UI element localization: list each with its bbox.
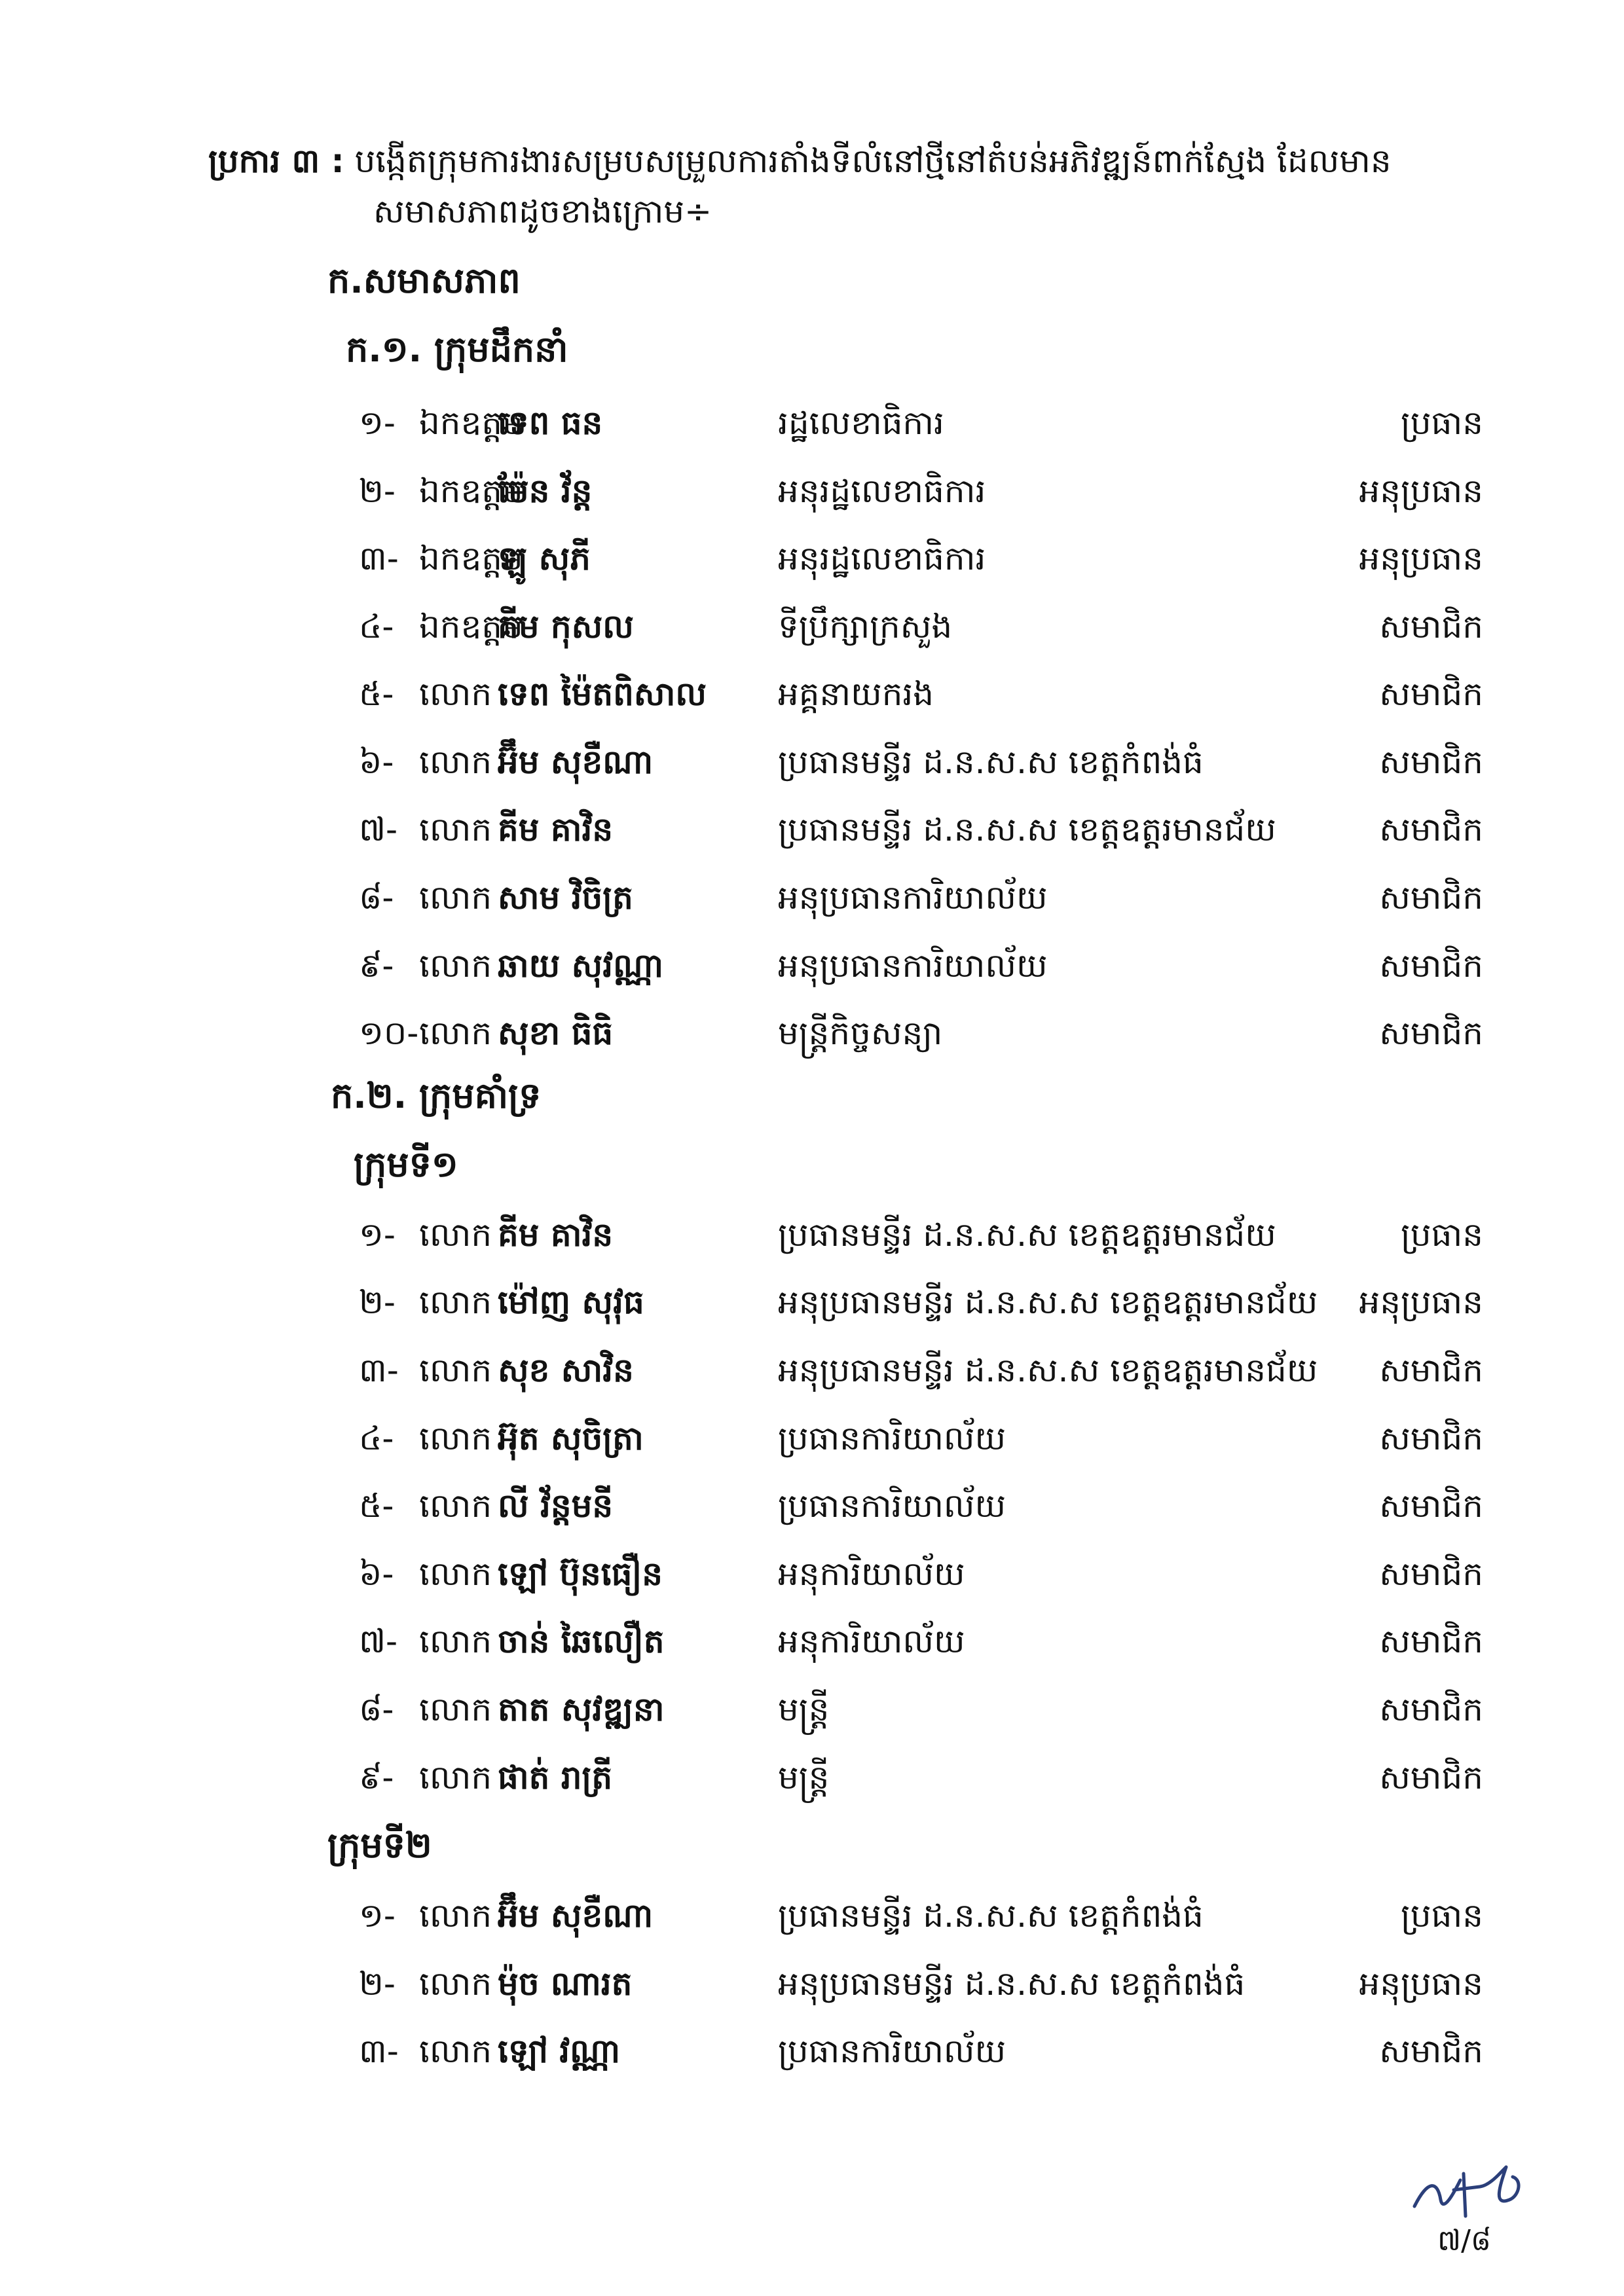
member-number: ៦- — [359, 1555, 394, 1593]
member-title: លោក — [419, 1487, 492, 1525]
member-role: ប្រធាន — [1401, 1897, 1483, 1935]
member-row — [0, 471, 1624, 536]
member-name: លី វ័ន្តមនី — [498, 1487, 614, 1525]
member-name: ម៉ៅញ សុវុធ — [498, 1283, 644, 1321]
member-row — [0, 1485, 1624, 1551]
member-position: អនុរដ្ឋលេខាធិការ — [778, 472, 986, 510]
member-number: ១- — [359, 404, 396, 442]
member-row — [0, 403, 1624, 468]
member-name: អ៊ឹម សុខឺណា — [498, 743, 654, 781]
member-role: ប្រធាន — [1401, 1216, 1483, 1254]
member-title: លោក — [419, 1351, 492, 1389]
member-position: ប្រធានការិយាល័យ — [778, 1419, 1006, 1457]
member-role: សមាជិក — [1379, 1487, 1483, 1525]
member-position: ប្រធានមន្ទីរ ដ.ន.ស.ស ខេត្តឧត្តរមានជ័យ — [778, 1216, 1276, 1254]
member-role: សមាជិក — [1379, 1758, 1483, 1796]
member-number: ៣- — [359, 539, 399, 577]
member-name: សាម វិចិត្រ — [498, 879, 633, 917]
member-role: សមាជិក — [1379, 1690, 1483, 1728]
member-number: ៤- — [359, 608, 394, 646]
member-position: ប្រធានមន្ទីរ ដ.ន.ស.ស ខេត្តកំពង់ធំ — [778, 743, 1204, 781]
member-row — [0, 674, 1624, 739]
member-role: សមាជិក — [1379, 608, 1483, 646]
member-title: ឯកឧត្តម — [419, 472, 523, 510]
page-number: ៧/៨ — [1437, 2224, 1492, 2257]
member-position: មន្ត្រី — [778, 1758, 830, 1796]
initials-signature — [1401, 2154, 1532, 2226]
member-position: អនុការិយាល័យ — [778, 1622, 965, 1660]
member-number: ២- — [359, 472, 396, 510]
member-role: សមាជិក — [1379, 1351, 1483, 1389]
member-title: លោក — [419, 1758, 492, 1796]
member-title: លោក — [419, 1283, 492, 1321]
member-title: លោក — [419, 1897, 492, 1935]
member-position: ប្រធានការិយាល័យ — [778, 2032, 1006, 2070]
member-number: ២- — [359, 1283, 396, 1321]
member-role: សមាជិក — [1379, 811, 1483, 848]
member-number: ១- — [359, 1216, 396, 1254]
member-name: គីម គាវិន — [498, 1216, 614, 1254]
member-name: ឡៅ វណ្ណា — [498, 2032, 621, 2070]
member-name: តាត សុវឌ្ឍនា — [498, 1690, 665, 1728]
member-position: អនុប្រធានមន្ទីរ ដ.ន.ស.ស ខេត្តកំពង់ធំ — [778, 1965, 1246, 2003]
member-row — [0, 1013, 1624, 1078]
member-name: ឡៅ ប៊ុនធឿន — [498, 1555, 663, 1593]
member-name: ទេព ធន — [498, 404, 603, 442]
member-title: លោក — [419, 1419, 492, 1457]
member-role: សមាជិក — [1379, 879, 1483, 917]
member-title: លោក — [419, 1014, 492, 1052]
member-role: សមាជិក — [1379, 1555, 1483, 1593]
member-row — [0, 877, 1624, 943]
member-row — [0, 1895, 1624, 1961]
member-position: អនុរដ្ឋលេខាធិការ — [778, 539, 986, 577]
member-title: លោក — [419, 1965, 492, 2003]
member-name: ផាត់ រាត្រី — [498, 1758, 613, 1796]
member-number: ៨- — [359, 1690, 394, 1728]
member-row — [0, 1214, 1624, 1280]
member-position: ទីប្រឹក្សាក្រសួង — [778, 608, 953, 646]
member-name: សុខា ធិធិ — [498, 1014, 614, 1052]
member-role: សមាជិក — [1379, 947, 1483, 985]
member-title: លោក — [419, 1690, 492, 1728]
member-number: ៧- — [359, 811, 398, 848]
member-name: អ៊ឹម សុខឺណា — [498, 1897, 654, 1935]
member-role: អនុប្រធាន — [1359, 539, 1483, 577]
member-title: លោក — [419, 1622, 492, 1660]
member-number: ៦- — [359, 743, 394, 781]
member-position: រដ្ឋលេខាធិការ — [778, 404, 944, 442]
member-title: លោក — [419, 1555, 492, 1593]
member-row — [0, 606, 1624, 672]
member-name: ឆាយ សុវណ្ណា — [498, 947, 664, 985]
member-role: អនុប្រធាន — [1359, 472, 1483, 510]
member-title: លោក — [419, 1216, 492, 1254]
member-row — [0, 1350, 1624, 1415]
member-role: អនុប្រធាន — [1359, 1283, 1483, 1321]
member-title: លោក — [419, 947, 492, 985]
member-role: អនុប្រធាន — [1359, 1965, 1483, 2003]
heading-composition: ក.សមាសភាព — [327, 260, 521, 301]
article-3-paragraph — [208, 124, 1492, 198]
member-row — [0, 1689, 1624, 1755]
member-position: អនុប្រធានការិយាល័យ — [778, 947, 1048, 985]
member-name: ឡូ សុភី — [498, 539, 591, 577]
member-name: ទេព ម៉ៃតពិសាល — [498, 675, 707, 713]
member-row — [0, 1418, 1624, 1484]
member-title: ឯកឧត្តម — [419, 404, 523, 442]
member-role: សមាជិក — [1379, 743, 1483, 781]
member-row — [0, 1963, 1624, 2029]
member-number: ៧- — [359, 1622, 398, 1660]
member-number: ៥- — [359, 675, 394, 713]
member-position: អនុប្រធានមន្ទីរ ដ.ន.ស.ស ខេត្តឧត្តរមានជ័យ — [778, 1351, 1318, 1389]
member-number: ៣- — [359, 2032, 399, 2070]
member-number: ៣- — [359, 1351, 399, 1389]
member-position: អគ្គនាយករង — [778, 675, 934, 713]
member-title: លោក — [419, 811, 492, 848]
member-name: គីម គាវិន — [498, 811, 614, 848]
member-row — [0, 1554, 1624, 1619]
member-row — [0, 2031, 1624, 2096]
heading-leadership-group: ក.១. ក្រុមដឹកនាំ — [346, 329, 568, 370]
member-position: ប្រធានការិយាល័យ — [778, 1487, 1006, 1525]
member-number: ១០- — [359, 1014, 419, 1052]
member-position: អនុប្រធានមន្ទីរ ដ.ន.ស.ស ខេត្តឧត្តរមានជ័យ — [778, 1283, 1318, 1321]
member-role: ប្រធាន — [1401, 404, 1483, 442]
member-row — [0, 538, 1624, 604]
member-position: មន្ត្រី — [778, 1690, 830, 1728]
member-name: ចាន់ ឆៃលឿត — [498, 1622, 665, 1660]
member-name: ម៉ុច ណារត — [498, 1965, 633, 2003]
member-title: លោក — [419, 879, 492, 917]
member-row — [0, 1621, 1624, 1686]
member-title: លោក — [419, 2032, 492, 2070]
article-text-line2: សមាសភាពដូចខាងក្រោម÷ — [373, 192, 712, 230]
member-number: ៩- — [359, 947, 394, 985]
member-position: ប្រធានមន្ទីរ ដ.ន.ស.ស ខេត្តឧត្តរមានជ័យ — [778, 811, 1276, 848]
member-number: ៩- — [359, 1758, 394, 1796]
member-number: ២- — [359, 1965, 396, 2003]
member-role: សមាជិក — [1379, 1622, 1483, 1660]
member-number: ៤- — [359, 1419, 394, 1457]
article-label: ប្រការ ៣ : — [208, 142, 344, 180]
member-number: ៨- — [359, 879, 394, 917]
member-title: ឯកឧត្តម — [419, 539, 523, 577]
member-position: ប្រធានមន្ទីរ ដ.ន.ស.ស ខេត្តកំពង់ធំ — [778, 1897, 1204, 1935]
heading-support-group: ក.២. ក្រុមគាំទ្រ — [331, 1075, 542, 1116]
member-title: ឯកឧត្តម — [419, 608, 523, 646]
member-role: សមាជិក — [1379, 675, 1483, 713]
member-row — [0, 742, 1624, 807]
article-text-line1: បង្កើតក្រុមការងារសម្របសម្រួលការតាំងទីលំនៅថ្មីនៅតំបន់អភិវឌ្ឍន៍ពាក់ស្មែង ដែលមាន — [354, 142, 1392, 180]
member-row — [0, 1282, 1624, 1347]
member-title: លោក — [419, 675, 492, 713]
member-position: មន្ត្រីកិច្ចសន្យា — [778, 1014, 943, 1052]
member-row — [0, 809, 1624, 875]
member-number: ១- — [359, 1897, 396, 1935]
member-number: ៥- — [359, 1487, 394, 1525]
member-position: អនុការិយាល័យ — [778, 1555, 965, 1593]
member-name: សុខ សាវិន — [498, 1351, 634, 1389]
member-row — [0, 945, 1624, 1011]
heading-group-2: ក្រុមទី២ — [327, 1825, 432, 1866]
member-role: សមាជិក — [1379, 2032, 1483, 2070]
member-name: គីម កុសល — [498, 608, 634, 646]
member-role: សមាជិក — [1379, 1419, 1483, 1457]
member-title: លោក — [419, 743, 492, 781]
member-position: អនុប្រធានការិយាល័យ — [778, 879, 1048, 917]
heading-group-1: ក្រុមទី១ — [354, 1144, 458, 1185]
member-row — [0, 1757, 1624, 1823]
member-role: សមាជិក — [1379, 1014, 1483, 1052]
member-name: ម៉ែន វ័ន្ត — [498, 472, 593, 510]
member-name: អ៊ុត សុចិត្រា — [498, 1419, 644, 1457]
